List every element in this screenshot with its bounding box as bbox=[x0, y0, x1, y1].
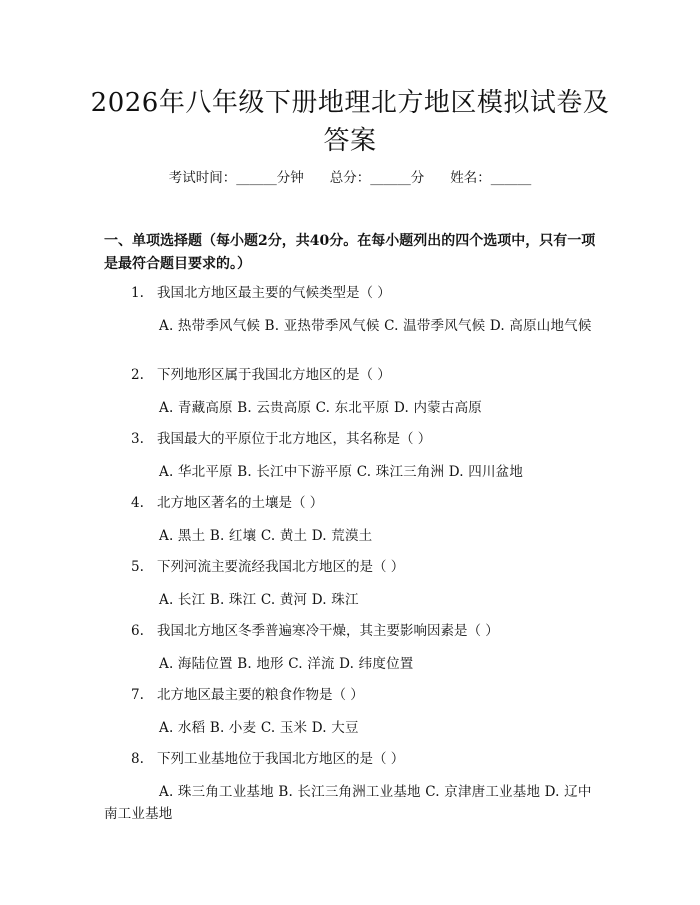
question-4 bbox=[104, 492, 600, 547]
question-number: 1. bbox=[131, 285, 144, 301]
question-number: 3. bbox=[131, 431, 144, 447]
question-stem bbox=[104, 684, 600, 706]
section-heading-single-choice: 一、单项选择题（每小题2分，共40分。在每小题列出的四个选项中，只有一项是最符合题目要求的。） bbox=[104, 233, 596, 272]
question-1 bbox=[104, 282, 600, 337]
exam-meta bbox=[0, 168, 700, 188]
question-options: A. 热带季风气候 B. 亚热带季风气候 C. 温带季风气候 D. 高原山地气候 bbox=[159, 318, 592, 334]
exam-title: 2026年八年级下册地理北方地区模拟试卷及答案 bbox=[90, 88, 610, 156]
question-7 bbox=[104, 684, 600, 739]
question-text: 下列工业基地位于我国北方地区的是（ ） bbox=[157, 751, 405, 767]
question-text: 北方地区著名的土壤是（ ） bbox=[157, 495, 324, 511]
question-text: 下列地形区属于我国北方地区的是（ ） bbox=[157, 367, 391, 383]
question-number: 6. bbox=[131, 623, 144, 639]
question-options: A. 长江 B. 珠江 C. 黄河 D. 珠江 bbox=[159, 592, 359, 608]
question-stem bbox=[104, 364, 600, 386]
question-options: A. 海陆位置 B. 地形 C. 洋流 D. 纬度位置 bbox=[159, 656, 414, 672]
question-stem bbox=[104, 282, 600, 304]
question-number: 7. bbox=[131, 687, 144, 703]
question-number: 8. bbox=[131, 751, 144, 767]
question-options: A. 水稻 B. 小麦 C. 玉米 D. 大豆 bbox=[159, 720, 359, 736]
question-text: 我国最大的平原位于北方地区，其名称是（ ） bbox=[157, 431, 432, 447]
exam-time-field: 考试时间：______分钟 bbox=[168, 170, 304, 186]
question-text: 北方地区最主要的粮食作物是（ ） bbox=[157, 687, 364, 703]
question-text: 我国北方地区最主要的气候类型是（ ） bbox=[157, 285, 391, 301]
question-options: A. 华北平原 B. 长江中下游平原 C. 珠江三角洲 D. 四川盆地 bbox=[159, 464, 524, 480]
question-text: 下列河流主要流经我国北方地区的是（ ） bbox=[157, 559, 405, 575]
question-options: A. 黑土 B. 红壤 C. 黄土 D. 荒漠土 bbox=[159, 528, 373, 544]
question-number: 2. bbox=[131, 367, 144, 383]
total-score-field: 总分：______分 bbox=[329, 170, 425, 186]
question-2 bbox=[104, 364, 600, 419]
question-stem bbox=[104, 492, 600, 514]
question-stem bbox=[104, 748, 600, 770]
student-name-field: 姓名：______ bbox=[450, 170, 532, 186]
question-6 bbox=[104, 620, 600, 675]
question-number: 4. bbox=[131, 495, 144, 511]
question-stem bbox=[104, 428, 600, 450]
question-options: A. 珠三角工业基地 B. 长江三角洲工业基地 C. 京津唐工业基地 D. 辽中南工业基地 bbox=[104, 784, 592, 822]
question-stem bbox=[104, 556, 600, 578]
question-stem bbox=[104, 620, 600, 642]
question-8 bbox=[104, 748, 600, 825]
question-5 bbox=[104, 556, 600, 611]
question-3 bbox=[104, 428, 600, 483]
question-number: 5. bbox=[131, 559, 144, 575]
question-options: A. 青藏高原 B. 云贵高原 C. 东北平原 D. 内蒙古高原 bbox=[159, 400, 482, 416]
question-text: 我国北方地区冬季普遍寒冷干燥，其主要影响因素是（ ） bbox=[157, 623, 499, 639]
